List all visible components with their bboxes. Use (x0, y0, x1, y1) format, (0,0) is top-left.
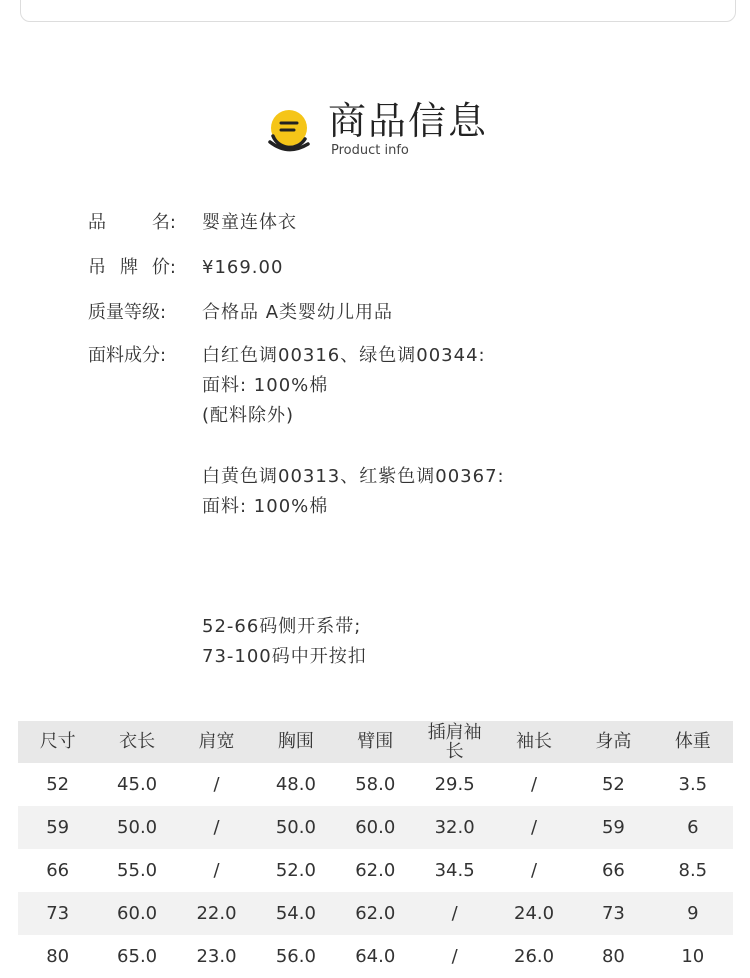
size-table (18, 721, 733, 978)
table-body (18, 763, 733, 978)
table-cell: 32.0 (434, 817, 475, 838)
table-cell: 50.0 (275, 817, 316, 838)
table-cell: / (451, 946, 458, 967)
column-header: 衣长 (119, 731, 156, 752)
price-label: 吊 牌 价: (88, 257, 176, 278)
table-cell: 66 (46, 860, 70, 881)
table-cell: 55.0 (117, 860, 158, 881)
section-header (0, 96, 750, 166)
table-row (18, 892, 733, 935)
column-header: 体重 (674, 731, 711, 752)
table-cell: 45.0 (117, 774, 158, 795)
table-cell: 60.0 (117, 903, 158, 924)
page-subtitle: Product info (331, 143, 409, 158)
price-value: ¥169.00 (202, 257, 284, 278)
table-cell: 80 (601, 946, 625, 967)
table-cell: 52 (46, 774, 70, 795)
table-cell: 62.0 (355, 903, 396, 924)
table-cell: 52.0 (275, 860, 316, 881)
table-cell: 80 (46, 946, 70, 967)
table-cell: 10 (681, 946, 705, 967)
table-cell: 29.5 (434, 774, 475, 795)
table-row (18, 935, 733, 978)
table-cell: 52 (601, 774, 625, 795)
column-header: 身高 (595, 731, 632, 752)
name-label: 品 名: (88, 212, 176, 233)
closure-line: 52-66码侧开系带; (202, 616, 362, 637)
column-header: 插肩袖长 (427, 722, 482, 762)
column-header: 胸围 (277, 731, 314, 752)
table-cell: 26.0 (514, 946, 555, 967)
table-cell: 73 (46, 903, 70, 924)
table-cell: 64.0 (355, 946, 396, 967)
fabric-line: 面料: 100%棉 (202, 375, 329, 396)
table-cell: 48.0 (275, 774, 316, 795)
fabric-line: 白黄色调00313、红紫色调00367: (202, 466, 505, 487)
top-card (20, 0, 736, 22)
table-row (18, 763, 733, 806)
fabric-line: 白红色调00316、绿色调00344: (202, 345, 486, 366)
column-header: 肩宽 (198, 731, 235, 752)
fabric-line: (配料除外) (202, 405, 295, 426)
page-title: 商品信息 (328, 99, 489, 143)
table-cell: 62.0 (355, 860, 396, 881)
grade-label: 质量等级: (88, 302, 167, 323)
table-cell: / (531, 860, 538, 881)
table-cell: 24.0 (514, 903, 555, 924)
grade-value: 合格品 A类婴幼儿用品 (202, 302, 394, 323)
table-cell: / (213, 817, 220, 838)
table-cell: 9 (687, 903, 699, 924)
table-header (18, 721, 733, 763)
table-cell: 54.0 (275, 903, 316, 924)
table-cell: 34.5 (434, 860, 475, 881)
table-cell: 56.0 (275, 946, 316, 967)
table-cell: 23.0 (196, 946, 237, 967)
table-cell: 22.0 (196, 903, 237, 924)
table-cell: / (531, 817, 538, 838)
column-header: 袖长 (516, 731, 553, 752)
table-cell: 66 (601, 860, 625, 881)
table-cell: 59 (46, 817, 70, 838)
name-value: 婴童连体衣 (202, 212, 297, 233)
menu-badge-icon (264, 106, 314, 156)
column-header: 臂围 (357, 731, 394, 752)
table-cell: / (213, 860, 220, 881)
closure-line: 73-100码中开按扣 (202, 646, 367, 667)
table-cell: 60.0 (355, 817, 396, 838)
table-cell: 8.5 (678, 860, 708, 881)
table-cell: 3.5 (678, 774, 708, 795)
table-cell: 73 (601, 903, 625, 924)
table-cell: / (531, 774, 538, 795)
table-row (18, 849, 733, 892)
column-header: 尺寸 (39, 731, 76, 752)
table-cell: 50.0 (117, 817, 158, 838)
table-cell: 6 (687, 817, 699, 838)
table-row (18, 806, 733, 849)
fabric-label: 面料成分: (88, 345, 167, 366)
table-cell: / (451, 903, 458, 924)
table-cell: 65.0 (117, 946, 158, 967)
table-cell: 58.0 (355, 774, 396, 795)
fabric-line: 面料: 100%棉 (202, 496, 329, 517)
table-cell: / (213, 774, 220, 795)
table-cell: 59 (601, 817, 625, 838)
